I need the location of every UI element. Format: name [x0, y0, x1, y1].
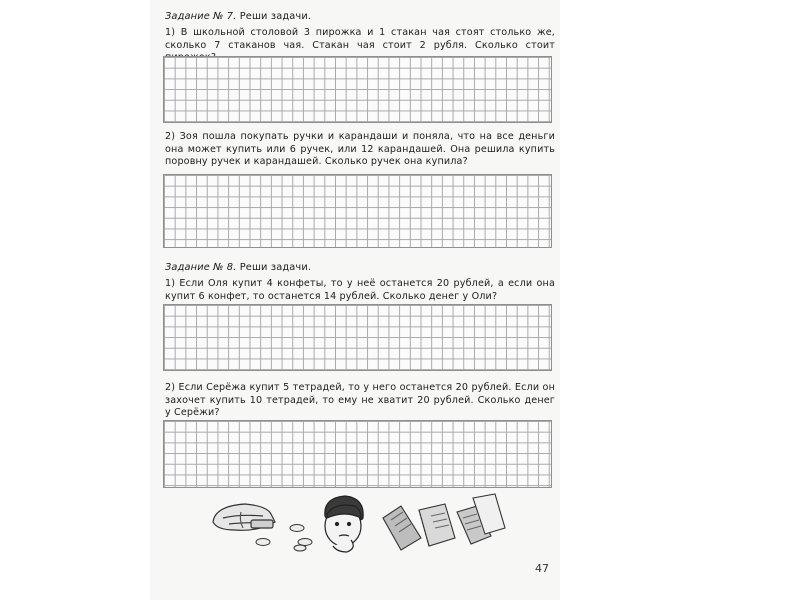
task8-label: Задание № 8.: [165, 262, 237, 273]
wallet-icon: [213, 504, 275, 530]
task8-instruction: Реши задачи.: [239, 262, 312, 273]
notebooks-icon: [383, 494, 505, 550]
answer-grid-task8-2[interactable]: [163, 420, 552, 488]
task7-problem2: 2) Зоя пошла покупать ручки и карандаши и поняла, что на все деньги она может купить или 6 ручек, или 12 карандашей. Она решила купить поровну ручек и карандашей. Сколько ручек она купила?: [165, 131, 555, 168]
illustration-wallet-boy-notebooks: [205, 492, 530, 557]
answer-grid-task7-1[interactable]: [163, 56, 552, 123]
task7-instruction: Реши задачи.: [239, 11, 312, 22]
boy-icon: [325, 496, 363, 552]
answer-grid-task8-1[interactable]: [163, 304, 552, 371]
task8-problem1: 1) Если Оля купит 4 конфеты, то у неё останется 20 рублей, а если она купит 6 конфет, то останется 14 рублей. Сколько денег у Оли?: [165, 278, 555, 302]
task8-heading: [165, 262, 555, 275]
task7-problem1: 1) В школьной столовой 3 пирожка и 1 стакан чая стоят столько же, сколько 7 стаканов чая. Стакан чая стоит 2 рубля. Сколько стоит: [165, 27, 555, 51]
page-number: 47: [535, 562, 549, 575]
task7-label: Задание № 7.: [165, 11, 237, 22]
task7-heading: [165, 11, 555, 24]
task8-problem2: 2) Если Серёжа купит 5 тетрадей, то у него останется 20 рублей. Если он захочет купить 10 тетрадей, то ему не хватит 20 рублей. Сколько денег у Серёжи?: [165, 382, 555, 419]
answer-grid-task7-2[interactable]: [163, 174, 552, 248]
